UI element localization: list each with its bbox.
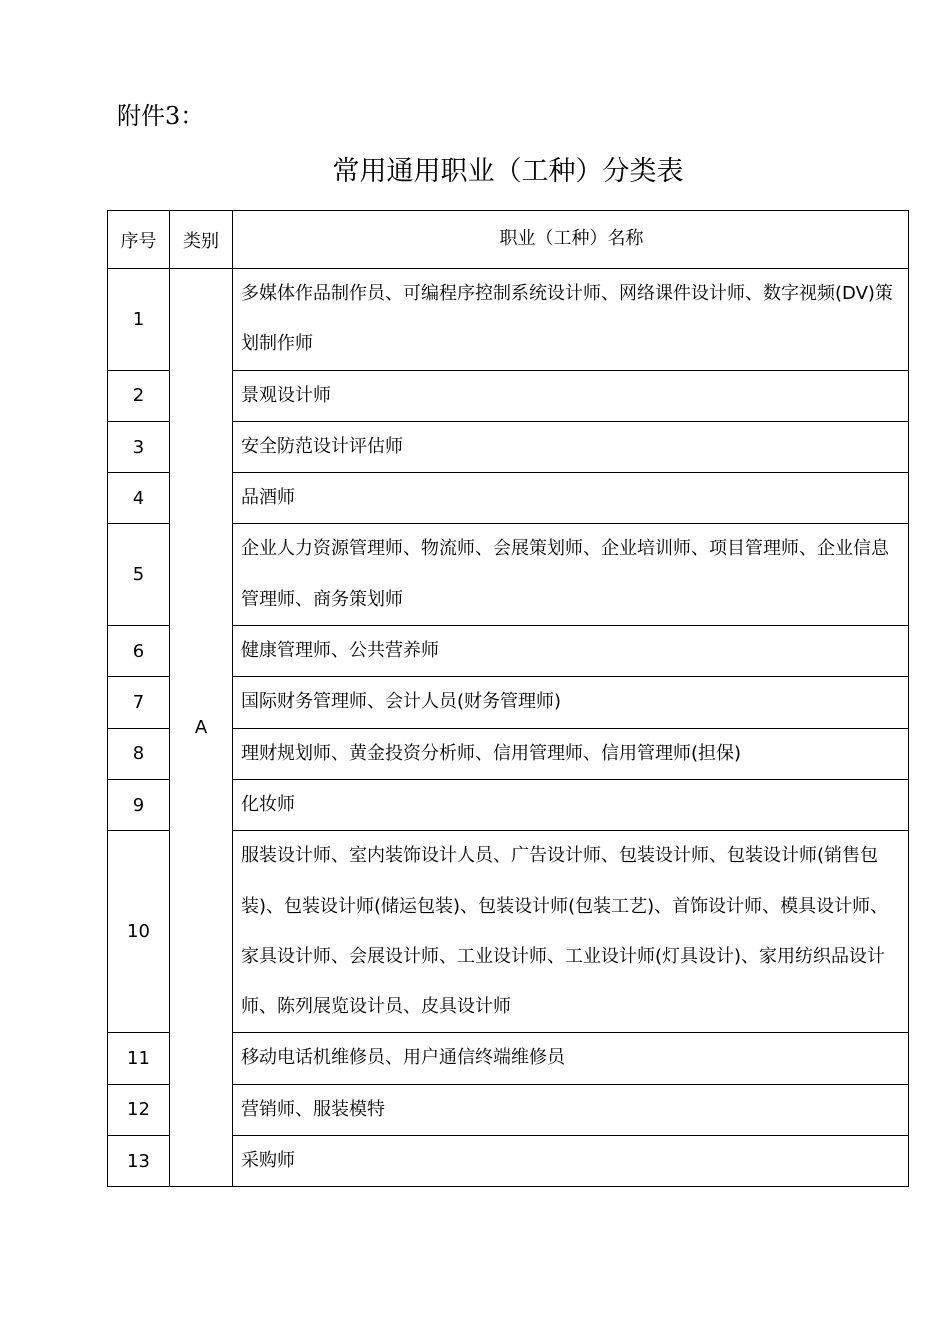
occupation-name: 品酒师 [233, 473, 909, 524]
occupation-name: 营销师、服装模特 [233, 1084, 909, 1135]
row-number: 4 [108, 473, 170, 524]
attachment-label: 附件3： [117, 102, 205, 130]
row-number: 8 [108, 728, 170, 779]
row-number: 9 [108, 779, 170, 830]
row-number: 1 [108, 269, 170, 371]
occupation-name: 移动电话机维修员、用户通信终端维修员 [233, 1033, 909, 1084]
occupation-name: 服装设计师、室内装饰设计人员、广告设计师、包装设计师、包装设计师(销售包装)、包装设计师(储运包装)、包装设计师(包装工艺)、首饰设计师、模具设计师、家具设计师、会展设计师、工业设计师、工业设计师(灯具设计)、家用纺织品设计师、陈列展览设计员、皮具设计师 [233, 831, 909, 1033]
table-row [108, 269, 909, 371]
page-title: 常用通用职业（工种）分类表 [332, 156, 684, 187]
occupation-name: 国际财务管理师、会计人员(财务管理师) [233, 677, 909, 728]
occupation-name: 采购师 [233, 1136, 909, 1187]
row-number: 12 [108, 1084, 170, 1135]
occupation-name: 景观设计师 [233, 370, 909, 421]
occupation-name: 化妆师 [233, 779, 909, 830]
row-number: 2 [108, 370, 170, 421]
row-number: 10 [108, 831, 170, 1033]
occupation-table [107, 210, 909, 1187]
category-cell: A [170, 269, 233, 1187]
table-header-row [108, 211, 909, 269]
occupation-name: 健康管理师、公共营养师 [233, 626, 909, 677]
column-header-name: 职业（工种）名称 [233, 211, 909, 269]
row-number: 13 [108, 1136, 170, 1187]
column-header-no: 序号 [108, 211, 170, 269]
occupation-name: 企业人力资源管理师、物流师、会展策划师、企业培训师、项目管理师、企业信息管理师、商务策划师 [233, 524, 909, 626]
row-number: 7 [108, 677, 170, 728]
row-number: 5 [108, 524, 170, 626]
column-header-category: 类别 [170, 211, 233, 269]
row-number: 3 [108, 421, 170, 472]
occupation-name: 多媒体作品制作员、可编程序控制系统设计师、网络课件设计师、数字视频(DV)策划制作师 [233, 269, 909, 371]
row-number: 11 [108, 1033, 170, 1084]
occupation-name: 理财规划师、黄金投资分析师、信用管理师、信用管理师(担保) [233, 728, 909, 779]
occupation-name: 安全防范设计评估师 [233, 421, 909, 472]
row-number: 6 [108, 626, 170, 677]
